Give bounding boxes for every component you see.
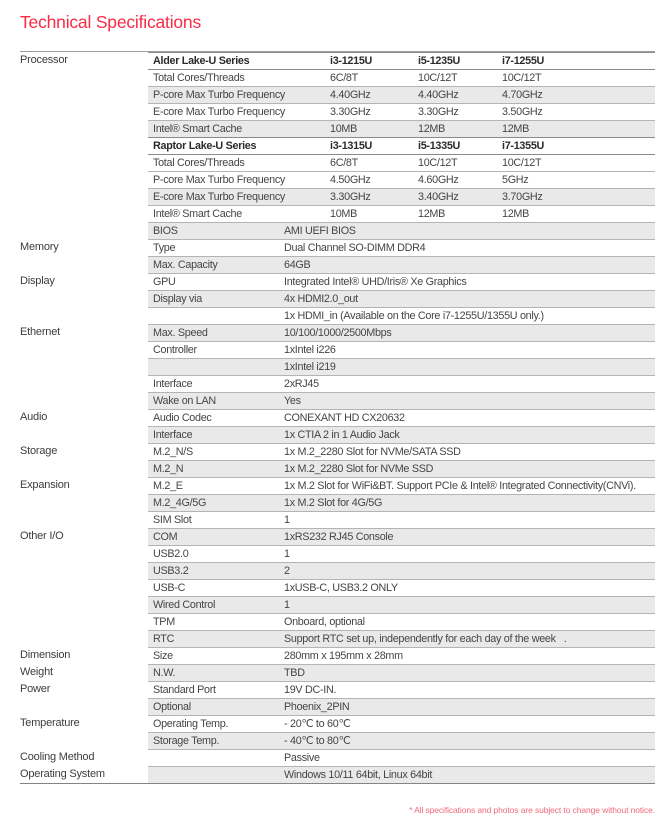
proc-value: 4.50GHz [330,174,371,186]
spec-row [20,290,655,307]
spec-row-content [148,681,655,698]
spec-row [20,392,655,409]
spec-row-content [148,698,655,715]
spec-row-content [148,647,655,664]
spec-label: TPM [153,616,175,628]
spec-row [20,239,655,256]
spec-row [20,341,655,358]
spec-value: AMI UEFI BIOS [284,225,356,237]
spec-row [20,477,655,494]
proc-value: 4.70GHz [502,89,543,101]
category-label: Audio [20,409,148,426]
category-label [20,205,148,222]
category-label [20,562,148,579]
spec-row-content [148,443,655,460]
spec-row-content [148,579,655,596]
proc-value: i3-1315U [330,140,373,152]
category-label [20,494,148,511]
spec-value: Onboard, optional [284,616,365,628]
spec-label: Controller [153,344,197,356]
spec-row [20,273,655,290]
spec-label: P-core Max Turbo Frequency [153,89,286,101]
spec-row [20,443,655,460]
proc-value: 3.40GHz [418,191,459,203]
spec-value: 64GB [284,259,311,271]
proc-value: 3.30GHz [330,106,371,118]
proc-value: 12MB [502,123,530,135]
spec-row-content [148,749,655,766]
spec-label: M.2_E [153,480,183,492]
spec-row [20,698,655,715]
spec-label: RTC [153,633,175,645]
spec-row-content [148,52,655,69]
category-label [20,137,148,154]
spec-value: 1 [284,599,290,611]
spec-row-content [148,494,655,511]
spec-row-content [148,69,655,86]
spec-label: M.2_N/S [153,446,193,458]
category-label [20,103,148,120]
category-label: Temperature [20,715,148,732]
spec-row [20,137,655,154]
spec-row [20,307,655,324]
category-label [20,358,148,375]
category-label [20,86,148,103]
spec-label: Standard Port [153,684,216,696]
spec-row-content [148,324,655,341]
spec-row-content [148,528,655,545]
spec-row [20,188,655,205]
spec-row [20,681,655,698]
category-label [20,545,148,562]
spec-value: CONEXANT HD CX20632 [284,412,405,424]
spec-row [20,69,655,86]
category-label: Expansion [20,477,148,494]
spec-label: SIM Slot [153,514,192,526]
proc-value: i7-1355U [502,140,545,152]
category-label [20,69,148,86]
spec-value: 1x HDMI_in (Available on the Core i7-1255U/1355U only.) [284,310,544,322]
spec-value: 2xRJ45 [284,378,319,390]
spec-row-content [148,256,655,273]
proc-value: 3.70GHz [502,191,543,203]
spec-label [148,308,283,324]
category-label [20,120,148,137]
spec-row-content [148,732,655,749]
category-label: Weight [20,664,148,681]
category-label: Storage [20,443,148,460]
proc-value: 12MB [418,123,446,135]
spec-label: COM [153,531,178,543]
spec-row-content [148,307,655,324]
spec-label: E-core Max Turbo Frequency [153,191,286,203]
proc-value: 4.40GHz [330,89,371,101]
spec-value: 1x M.2_2280 Slot for NVMe/SATA SSD [284,446,461,458]
spec-value: - 40℃ to 80℃ [284,735,351,747]
spec-row-content [148,239,655,256]
spec-value: 1xUSB-C, USB3.2 ONLY [284,582,398,594]
spec-row-content [148,358,655,375]
proc-value: 6C/8T [330,72,358,84]
spec-value: Yes [284,395,301,407]
spec-row [20,579,655,596]
spec-row-content [148,613,655,630]
spec-row [20,324,655,341]
spec-row [20,732,655,749]
category-label: Display [20,273,148,290]
spec-label: M.2_4G/5G [153,497,207,509]
footnote: * All specifications and photos are subject to change without notice. [409,805,655,815]
proc-value: 10C/12T [502,72,542,84]
spec-row [20,426,655,443]
spec-value: 10/100/1000/2500Mbps [284,327,392,339]
proc-value: 4.40GHz [418,89,459,101]
spec-value: 2 [284,565,290,577]
proc-value: 10C/12T [418,72,458,84]
spec-row [20,460,655,477]
spec-value: 1 [284,514,290,526]
category-label [20,596,148,613]
spec-row-content [148,341,655,358]
spec-row [20,596,655,613]
spec-row-content [148,630,655,647]
spec-value: 1xIntel i226 [284,344,336,356]
category-label: Memory [20,239,148,256]
spec-value: 1xIntel i219 [284,361,336,373]
spec-row [20,222,655,239]
spec-value: Integrated Intel® UHD/Iris® Xe Graphics [284,276,467,288]
spec-value: Dual Channel SO-DIMM DDR4 [284,242,426,254]
category-label: Operating System [20,766,148,783]
spec-label: USB-C [153,582,186,594]
spec-row-content [148,375,655,392]
spec-label [148,750,283,766]
spec-row [20,630,655,647]
spec-label: M.2_N [153,463,184,475]
proc-value: 3.30GHz [418,106,459,118]
spec-row [20,52,655,69]
proc-value: 12MB [502,208,530,220]
spec-row [20,494,655,511]
spec-label: Storage Temp. [153,735,220,747]
spec-row-content [148,409,655,426]
spec-label: N.W. [153,667,176,679]
category-label [20,290,148,307]
category-label [20,375,148,392]
spec-row-content [148,545,655,562]
spec-row [20,171,655,188]
category-label: Ethernet [20,324,148,341]
spec-row [20,120,655,137]
spec-row [20,562,655,579]
spec-row [20,256,655,273]
page-title: Technical Specifications [20,12,201,32]
spec-value: - 20℃ to 60℃ [284,718,351,730]
spec-label: Interface [153,378,193,390]
category-label [20,171,148,188]
spec-row [20,545,655,562]
spec-row [20,647,655,664]
category-label [20,613,148,630]
spec-value: 1x M.2 Slot for WiFi&BT. Support PCIe & Intel® Integrated Connectivity(CNVi). [284,480,636,492]
spec-label: GPU [153,276,176,288]
spec-value: 1xRS232 RJ45 Console [284,531,394,543]
category-label [20,154,148,171]
spec-row-content [148,137,655,154]
spec-label: Wake on LAN [153,395,216,407]
proc-value: i3-1215U [330,55,373,67]
proc-value: 3.30GHz [330,191,371,203]
spec-row [20,103,655,120]
spec-row [20,86,655,103]
category-label: Power [20,681,148,698]
category-label [20,392,148,409]
spec-row [20,528,655,545]
spec-row [20,375,655,392]
spec-label: Optional [153,701,191,713]
spec-row-content [148,460,655,477]
proc-value: 4.60GHz [418,174,459,186]
spec-row-content [148,171,655,188]
spec-row [20,766,655,783]
spec-value: 4x HDMI2.0_out [284,293,358,305]
spec-label: Raptor Lake-U Series [153,140,257,152]
category-label [20,188,148,205]
proc-value: 12MB [418,208,446,220]
spec-label: Display via [153,293,202,305]
spec-value: TBD [284,667,305,679]
spec-label: Wired Control [153,599,216,611]
spec-row-content [148,664,655,681]
spec-value: Phoenix_2PIN [284,701,350,713]
proc-value: i5-1335U [418,140,461,152]
spec-label: USB3.2 [153,565,189,577]
category-label [20,698,148,715]
category-label [20,460,148,477]
spec-row [20,358,655,375]
spec-label: USB2.0 [153,548,189,560]
category-label: Dimension [20,647,148,664]
spec-row-content [148,715,655,732]
spec-row-content [148,511,655,528]
spec-value: 19V DC-IN. [284,684,337,696]
category-label [20,511,148,528]
spec-value: 1x M.2_2280 Slot for NVMe SSD [284,463,434,475]
proc-value: 10C/12T [418,157,458,169]
spec-row-content [148,120,655,137]
spec-label [148,359,283,375]
spec-row-content [148,273,655,290]
proc-value: 10MB [330,208,358,220]
spec-row-content [148,222,655,239]
spec-row [20,154,655,171]
category-label [20,579,148,596]
spec-label: Type [153,242,176,254]
spec-row-content [148,205,655,222]
proc-value: i5-1235U [418,55,461,67]
spec-value: 1x CTIA 2 in 1 Audio Jack [284,429,400,441]
proc-value: 3.50GHz [502,106,543,118]
category-label [20,630,148,647]
spec-label: Intel® Smart Cache [153,208,242,220]
spec-value: Support RTC set up, independently for each day of the week . [284,633,567,645]
category-label [20,341,148,358]
spec-row [20,613,655,630]
spec-row-content [148,426,655,443]
spec-label: E-core Max Turbo Frequency [153,106,286,118]
spec-value: 1 [284,548,290,560]
spec-label: Size [153,650,173,662]
category-label [20,732,148,749]
proc-value: 5GHz [502,174,529,186]
spec-label: P-core Max Turbo Frequency [153,174,286,186]
spec-row-content [148,392,655,409]
category-label: Cooling Method [20,749,148,766]
spec-row-content [148,596,655,613]
spec-value: Windows 10/11 64bit, Linux 64bit [284,769,433,781]
spec-row-content [148,477,655,494]
spec-row [20,205,655,222]
spec-label: Total Cores/Threads [153,157,245,169]
spec-row-content [148,290,655,307]
proc-value: i7-1255U [502,55,545,67]
spec-label: BIOS [153,225,178,237]
spec-label: Total Cores/Threads [153,72,245,84]
spec-value: 1x M.2 Slot for 4G/5G [284,497,383,509]
spec-label: Interface [153,429,193,441]
spec-label: Max. Speed [153,327,208,339]
category-label [20,222,148,239]
spec-label: Max. Capacity [153,259,218,271]
spec-row [20,511,655,528]
spec-row-content [148,188,655,205]
category-label [20,426,148,443]
spec-label: Operating Temp. [153,718,229,730]
category-label [20,256,148,273]
spec-row [20,715,655,732]
proc-value: 10MB [330,123,358,135]
spec-row-content [148,103,655,120]
spec-label: Alder Lake-U Series [153,55,250,67]
category-label: Processor [20,52,148,69]
spec-value: Passive [284,752,320,764]
spec-label: Intel® Smart Cache [153,123,242,135]
spec-row-content [148,562,655,579]
spec-row-content [148,86,655,103]
spec-value: 280mm x 195mm x 28mm [284,650,403,662]
spec-row-content [148,766,655,783]
proc-value: 6C/8T [330,157,358,169]
spec-row-content [148,154,655,171]
proc-value: 10C/12T [502,157,542,169]
spec-row [20,409,655,426]
spec-row [20,749,655,766]
spec-label [148,767,283,783]
spec-label: Audio Codec [153,412,212,424]
category-label: Other I/O [20,528,148,545]
spec-row [20,664,655,681]
spec-table [20,51,655,784]
category-label [20,307,148,324]
